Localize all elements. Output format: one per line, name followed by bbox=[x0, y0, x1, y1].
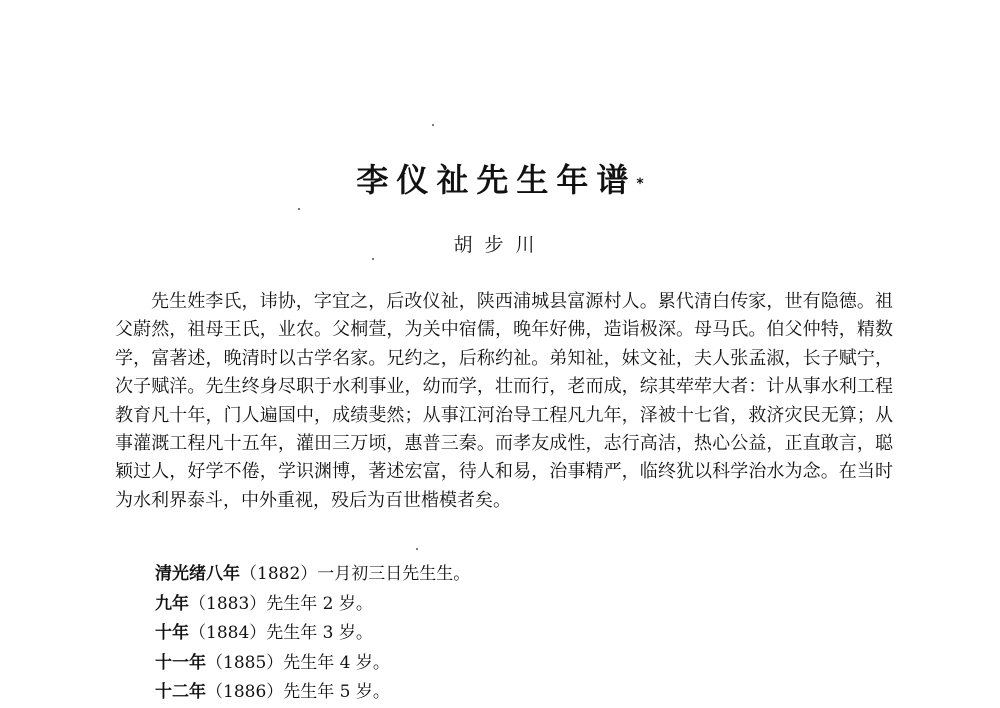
chronology-list bbox=[155, 560, 895, 708]
scan-speck bbox=[432, 124, 434, 126]
chronology-entry bbox=[155, 649, 895, 679]
title-footnote-mark: * bbox=[636, 176, 644, 192]
entry-year: 十二年 bbox=[155, 682, 206, 702]
entry-year: 九年 bbox=[155, 593, 189, 614]
intro-paragraph: 先生姓李氏，讳协，字宜之，后改仪祉，陕西浦城县富源村人。累代清白传家，世有隐德。祖父蔚然，祖母王氏，业农。父桐萱，为关中宿儒，晚年好佛，造诣极深。母马氏。伯父仲特，精数学，富著述，晚清时以古学名家。兄约之，后称约祉。弟知祉，妹文祉，夫人张孟淑，长子赋宁，次子赋洋。先生终身尽职于水利事业，幼而学，壮而行，老而成，综其荦荦大者：计从事水利工程教育凡十年，门人遍国中，成绩斐然；从事江河治导工程凡九年，泽被十七省，救济灾民无算；从事灌溉工程凡十五年，灌田三万顷，惠普三秦。而孝友成性，志行高洁，热心公益，正直敢言，聪颖过人，好学不倦，学识渊博，著述宏富，待人和易，治事精严，临终犹以科学治水为念。在当时为水利界泰斗，中外重视，殁后为百世楷模者矣。 bbox=[115, 291, 893, 511]
entry-year: 十年 bbox=[155, 623, 189, 643]
chronology-entry bbox=[155, 560, 895, 590]
entry-text: （1883）先生年 2 岁。 bbox=[189, 593, 373, 614]
chronology-entry bbox=[155, 590, 895, 620]
author-name: 胡步川 bbox=[453, 234, 547, 256]
entry-text: （1886）先生年 5 岁。 bbox=[206, 682, 390, 702]
entry-text: （1882）一月初三日先生生。 bbox=[240, 564, 471, 584]
entry-year: 十一年 bbox=[155, 652, 206, 673]
scan-speck bbox=[416, 548, 418, 550]
entry-text: （1885）先生年 4 岁。 bbox=[206, 652, 390, 673]
page-title bbox=[0, 160, 1000, 200]
scan-speck bbox=[298, 208, 300, 210]
chronology-entry bbox=[155, 619, 895, 649]
scan-speck bbox=[372, 258, 374, 260]
title-text: 李仪祉先生年谱 bbox=[356, 161, 637, 199]
entry-text: （1884）先生年 3 岁。 bbox=[189, 623, 373, 643]
entry-year: 清光绪八年 bbox=[155, 564, 240, 584]
chronology-entry bbox=[155, 678, 895, 708]
